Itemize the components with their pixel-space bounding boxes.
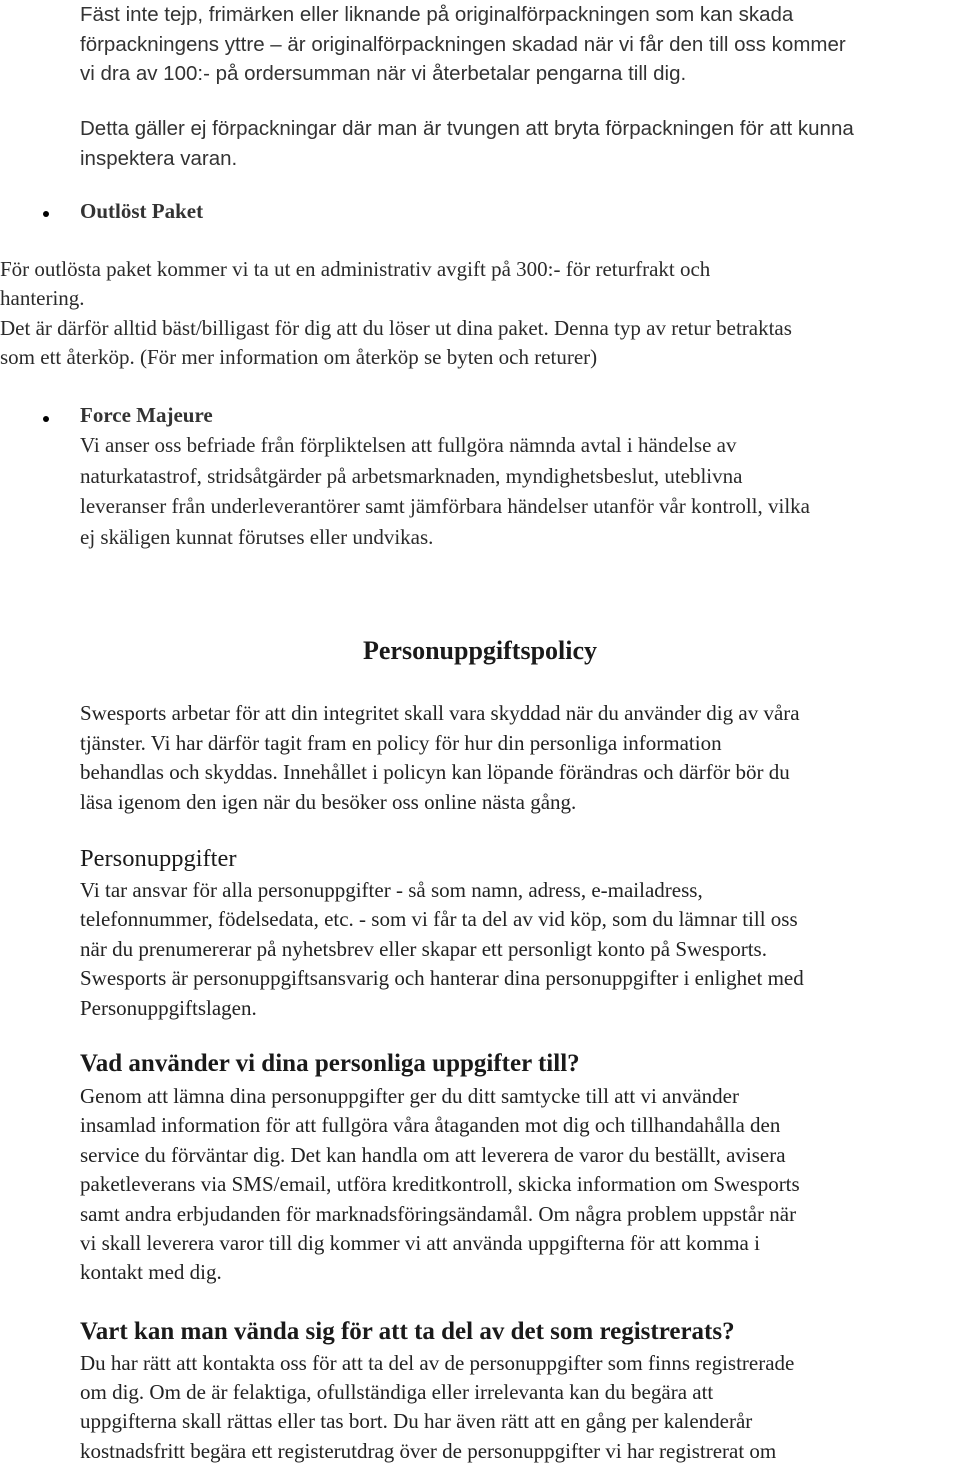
usage-title: Vad använder vi dina personliga uppgifter till? xyxy=(80,1050,580,1077)
text-line: som ett återköp. (För mer information om återköp se byten och returer) xyxy=(0,344,598,369)
usage-paragraph xyxy=(80,1082,800,1288)
text-line: Swesports är personuppgiftsansvarig och hanterar dina personuppgifter i enlighet med xyxy=(80,966,804,991)
access-paragraph xyxy=(80,1349,794,1466)
text-line: Detta gäller ej förpackningar där man är tvungen att bryta förpackningen för att kunna xyxy=(80,117,854,140)
force-majeure-paragraph xyxy=(80,430,810,552)
text-line: om dig. Om de är felaktiga, ofullständiga eller irrelevanta kan du begära att xyxy=(80,1380,714,1405)
text-line: uppgifterna skall rättas eller tas bort. Du har även rätt att en gång per kalenderår xyxy=(80,1409,753,1434)
text-line: förpackningens yttre – är originalförpackningen skadad när vi får den till oss kommer xyxy=(80,32,846,56)
text-line: tjänster. Vi har därför tagit fram en policy för hur din personliga information xyxy=(80,730,722,755)
text-line: Fäst inte tejp, frimärken eller liknande på originalförpackningen som kan skada xyxy=(80,3,794,26)
text-line: insamlad information för att fullgöra våra åtaganden mot dig och tillhandahålla den xyxy=(80,1113,781,1138)
bullet-icon xyxy=(43,416,49,422)
text-line: Det är därför alltid bäst/billigast för dig att du löser ut dina paket. Denna typ av retur betraktas xyxy=(0,315,792,340)
text-line: vi dra av 100:- på ordersumman när vi återbetalar pengarna till dig. xyxy=(80,62,687,85)
text-line: samt andra erbjudanden för marknadsföringsändamål. Om några problem uppstår när xyxy=(80,1201,797,1226)
access-title: Vart kan man vända sig för att ta del av det som registrerats? xyxy=(80,1318,735,1345)
text-line: Vi anser oss befriade från förpliktelsen att fullgöra nämnda avtal i händelse av xyxy=(80,433,737,457)
text-line: naturkatastrof, stridsåtgärder på arbetsmarknaden, myndighetsbeslut, uteblivna xyxy=(80,463,743,488)
text-line: hantering. xyxy=(0,286,85,311)
text-line: vi skall leverera varor till dig kommer vi att använda uppgifterna för att komma i xyxy=(80,1231,760,1256)
text-line: Du har rätt att kontakta oss för att ta del av de personuppgifter som finns registrerade xyxy=(80,1351,795,1375)
intro-paragraph-1 xyxy=(80,0,846,89)
text-line: inspektera varan. xyxy=(80,147,238,170)
policy-title: Personuppgiftspolicy xyxy=(362,636,598,665)
text-line: Genom att lämna dina personuppgifter ger du ditt samtycke till att vi använder xyxy=(80,1084,739,1108)
text-line: För outlösta paket kommer vi ta ut en administrativ avgift på 300:- för returfrakt och xyxy=(0,257,711,281)
bullet-icon xyxy=(43,211,49,217)
text-line: Personuppgiftslagen. xyxy=(80,995,257,1020)
force-majeure-title: Force Majeure xyxy=(80,403,213,427)
personuppgifter-paragraph xyxy=(80,876,804,1023)
text-line: paketleverans via SMS/email, utföra kreditkontroll, skicka information om Swesports xyxy=(80,1172,800,1197)
text-line: behandlas och skyddas. Innehållet i policyn kan löpande förändras och därför bör du xyxy=(80,760,790,784)
policy-paragraph xyxy=(80,699,800,817)
text-line: Swesports arbetar för att din integritet skall vara skyddad när du använder dig av våra xyxy=(80,701,800,725)
text-line: Vi tar ansvar för alla personuppgifter - så som namn, adress, e-mailadress, xyxy=(80,878,703,902)
outlost-title: Outlöst Paket xyxy=(80,199,204,223)
text-line: läsa igenom den igen när du besöker oss online nästa gång. xyxy=(80,789,577,814)
outlost-paragraph xyxy=(0,255,792,372)
personuppgifter-title: Personuppgifter xyxy=(80,845,237,872)
text-line: service du förväntar dig. Det kan handla om att leverera de varor du beställt, avisera xyxy=(80,1142,786,1167)
text-line: kostnadsfritt begära ett registerutdrag över de personuppgifter vi har registrerat om xyxy=(80,1438,777,1463)
text-line: när du prenumererar på nyhetsbrev eller skapar ett personligt konto på Swesports. xyxy=(80,936,767,961)
intro-paragraph-2 xyxy=(80,114,854,174)
text-line: telefonnummer, födelsedata, etc. - som vi får ta del av vid köp, som du lämnar till oss xyxy=(80,907,798,932)
text-line: ej skäligen kunnat förutses eller undvikas. xyxy=(80,524,434,549)
text-line: kontakt med dig. xyxy=(80,1260,222,1285)
text-line: leveranser från underleverantörer samt jämförbara händelser utanför vår kontroll, vilka xyxy=(80,494,811,518)
